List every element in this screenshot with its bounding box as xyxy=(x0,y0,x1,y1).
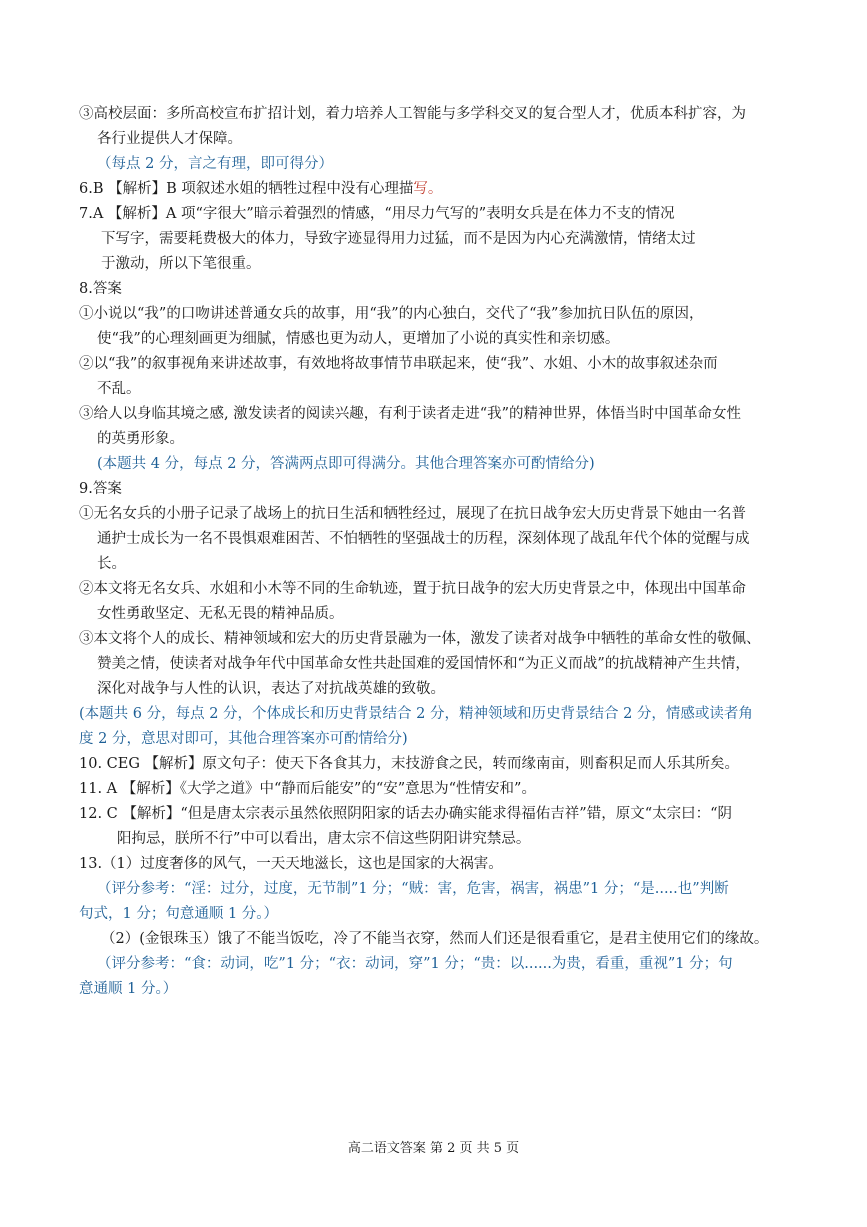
text-line xyxy=(79,877,791,902)
text-line xyxy=(79,202,791,227)
text-line xyxy=(79,427,791,452)
line-text: ②以“我”的叙事视角来讲述故事，有效地将故事情节串联起来，使“我”、水姐、小木的故事叙述杂而 xyxy=(79,356,718,372)
text-line xyxy=(79,452,791,477)
line-text: 7.A 【解析】A 项“字很大”暗示着强烈的情感，“用尽力气写的”表明女兵是在体力不支的情况 xyxy=(79,206,675,222)
line-text: 阳拘忌，朕所不行”中可以看出，唐太宗不信这些阴阳讲究禁忌。 xyxy=(117,831,531,847)
text-line xyxy=(79,702,791,727)
line-text: 通护士成长为一名不畏惧艰难困苦、不怕牺牲的坚强战士的历程，深刻体现了战乱年代个体的觉醒与成 xyxy=(97,531,750,547)
text-line xyxy=(79,477,791,502)
line-text: ③给人以身临其境之感, 激发读者的阅读兴趣，有利于读者走进“我”的精神世界，体悟当时中国革命女性 xyxy=(79,406,742,422)
text-line xyxy=(79,177,791,202)
text-line xyxy=(79,502,791,527)
line-text: 句式，1 分；句意通顺 1 分。） xyxy=(79,906,279,922)
line-text: 各行业提供人才保障。 xyxy=(97,131,242,147)
line-text: 下写字，需要耗费极大的体力，导致字迹显得用力过猛，而不是因为内心充满激情，情绪太过 xyxy=(101,231,696,247)
line-text: ①无名女兵的小册子记录了战场上的抗日生活和牺牲经过，展现了在抗日战争宏大历史背景下她由一名普 xyxy=(79,506,746,522)
text-line xyxy=(79,227,791,252)
text-line xyxy=(79,927,791,952)
line-text: （评分参考：“淫：过分，过度，无节制”1 分；“贼：害，危害，祸害，祸患”1 分；“是.....也”判断 xyxy=(97,881,729,897)
line-text: 女性勇敢坚定、无私无畏的精神品质。 xyxy=(97,606,344,622)
line-text: （每点 2 分，言之有理，即可得分） xyxy=(97,156,333,172)
text-line xyxy=(79,402,791,427)
text-line xyxy=(79,552,791,577)
line-text: 13.（1）过度奢侈的风气，一天天地滋长，这也是国家的大祸害。 xyxy=(79,856,503,872)
line-text: (本题共 6 分，每点 2 分，个体成长和历史背景结合 2 分，精神领域和历史背景结合 2 分，情感或读者角 xyxy=(79,706,753,722)
text-line xyxy=(79,752,791,777)
text-line xyxy=(79,577,791,602)
line-text: ③高校层面：多所高校宣布扩招计划，着力培养人工智能与多学科交叉的复合型人才，优质本科扩容，为 xyxy=(79,106,746,122)
text-line xyxy=(79,902,791,927)
line-text: 赞美之情，使读者对战争年代中国革命女性共赴国难的爱国情怀和“为正义而战”的抗战精神产生共情， xyxy=(97,656,750,672)
text-line xyxy=(79,627,791,652)
answer-content xyxy=(79,102,791,1002)
line-text-highlight: 写。 xyxy=(413,181,443,197)
line-text: 11. A 【解析】《大学之道》中“静而后能安”的“安”意思为“性情安和”。 xyxy=(79,781,536,797)
line-text: 10. CEG 【解析】原文句子：使天下各食其力，末技游食之民，转而缘南亩，则畜积足而人乐其所矣。 xyxy=(79,756,740,772)
line-text: （2）(金银珠玉）饿了不能当饭吃，冷了不能当衣穿，然而人们还是很看重它，是君主使用它们的缘故。 xyxy=(101,931,769,947)
text-line xyxy=(79,602,791,627)
text-line xyxy=(79,827,791,852)
text-line xyxy=(79,652,791,677)
text-line xyxy=(79,727,791,752)
text-line xyxy=(79,327,791,352)
text-line xyxy=(79,777,791,802)
text-line xyxy=(79,952,791,977)
text-line xyxy=(79,527,791,552)
text-line xyxy=(79,852,791,877)
line-text: 长。 xyxy=(97,556,126,572)
line-text: 于激动，所以下笔很重。 xyxy=(101,256,261,272)
text-line xyxy=(79,277,791,302)
line-text: 意通顺 1 分。） xyxy=(79,981,178,997)
line-text: ③本文将个人的成长、精神领域和宏大的历史背景融为一体，激发了读者对战争中牺牲的革命女性的敬佩、 xyxy=(79,631,761,647)
text-line xyxy=(79,302,791,327)
text-line xyxy=(79,802,791,827)
line-text: 不乱。 xyxy=(97,381,141,397)
line-text: 9.答案 xyxy=(79,481,122,497)
text-line xyxy=(79,102,791,127)
page-footer: 高二语文答案 第 2 页 共 5 页 xyxy=(347,1141,520,1156)
line-text: 6.B 【解析】B 项叙述水姐的牺牲过程中没有心理描 xyxy=(79,181,414,197)
line-text: 12. C 【解析】“但是唐太宗表示虽然依照阴阳家的话去办确实能求得福佑吉祥”错，原文“太宗曰：“阴 xyxy=(79,806,733,822)
line-text: 度 2 分，意思对即可，其他合理答案亦可酌情给分) xyxy=(79,731,408,747)
line-text: ②本文将无名女兵、水姐和小木等不同的生命轨迹，置于抗日战争的宏大历史背景之中，体现出中国革命 xyxy=(79,581,746,597)
line-text: 使“我”的心理刻画更为细腻，情感也更为动人，更增加了小说的真实性和亲切感。 xyxy=(97,331,620,347)
text-line xyxy=(79,152,791,177)
line-text: 8.答案 xyxy=(79,281,122,297)
line-text: (本题共 4 分，每点 2 分，答满两点即可得满分。其他合理答案亦可酌情给分) xyxy=(97,456,595,472)
text-line xyxy=(79,352,791,377)
text-line xyxy=(79,677,791,702)
line-text: 的英勇形象。 xyxy=(97,431,184,447)
text-line xyxy=(79,977,791,1002)
text-line xyxy=(79,127,791,152)
text-line xyxy=(79,377,791,402)
line-text: 深化对战争与人性的认识，表达了对抗战英雄的致敬。 xyxy=(97,681,445,697)
text-line xyxy=(79,252,791,277)
line-text: ①小说以“我”的口吻讲述普通女兵的故事，用“我”的内心独白，交代了“我”参加抗日队伍的原因， xyxy=(79,306,704,322)
line-text: （评分参考：“食：动词，吃”1 分；“衣：动词，穿”1 分；“贵：以......为贵，看重，重视”1 分；句 xyxy=(97,956,733,972)
